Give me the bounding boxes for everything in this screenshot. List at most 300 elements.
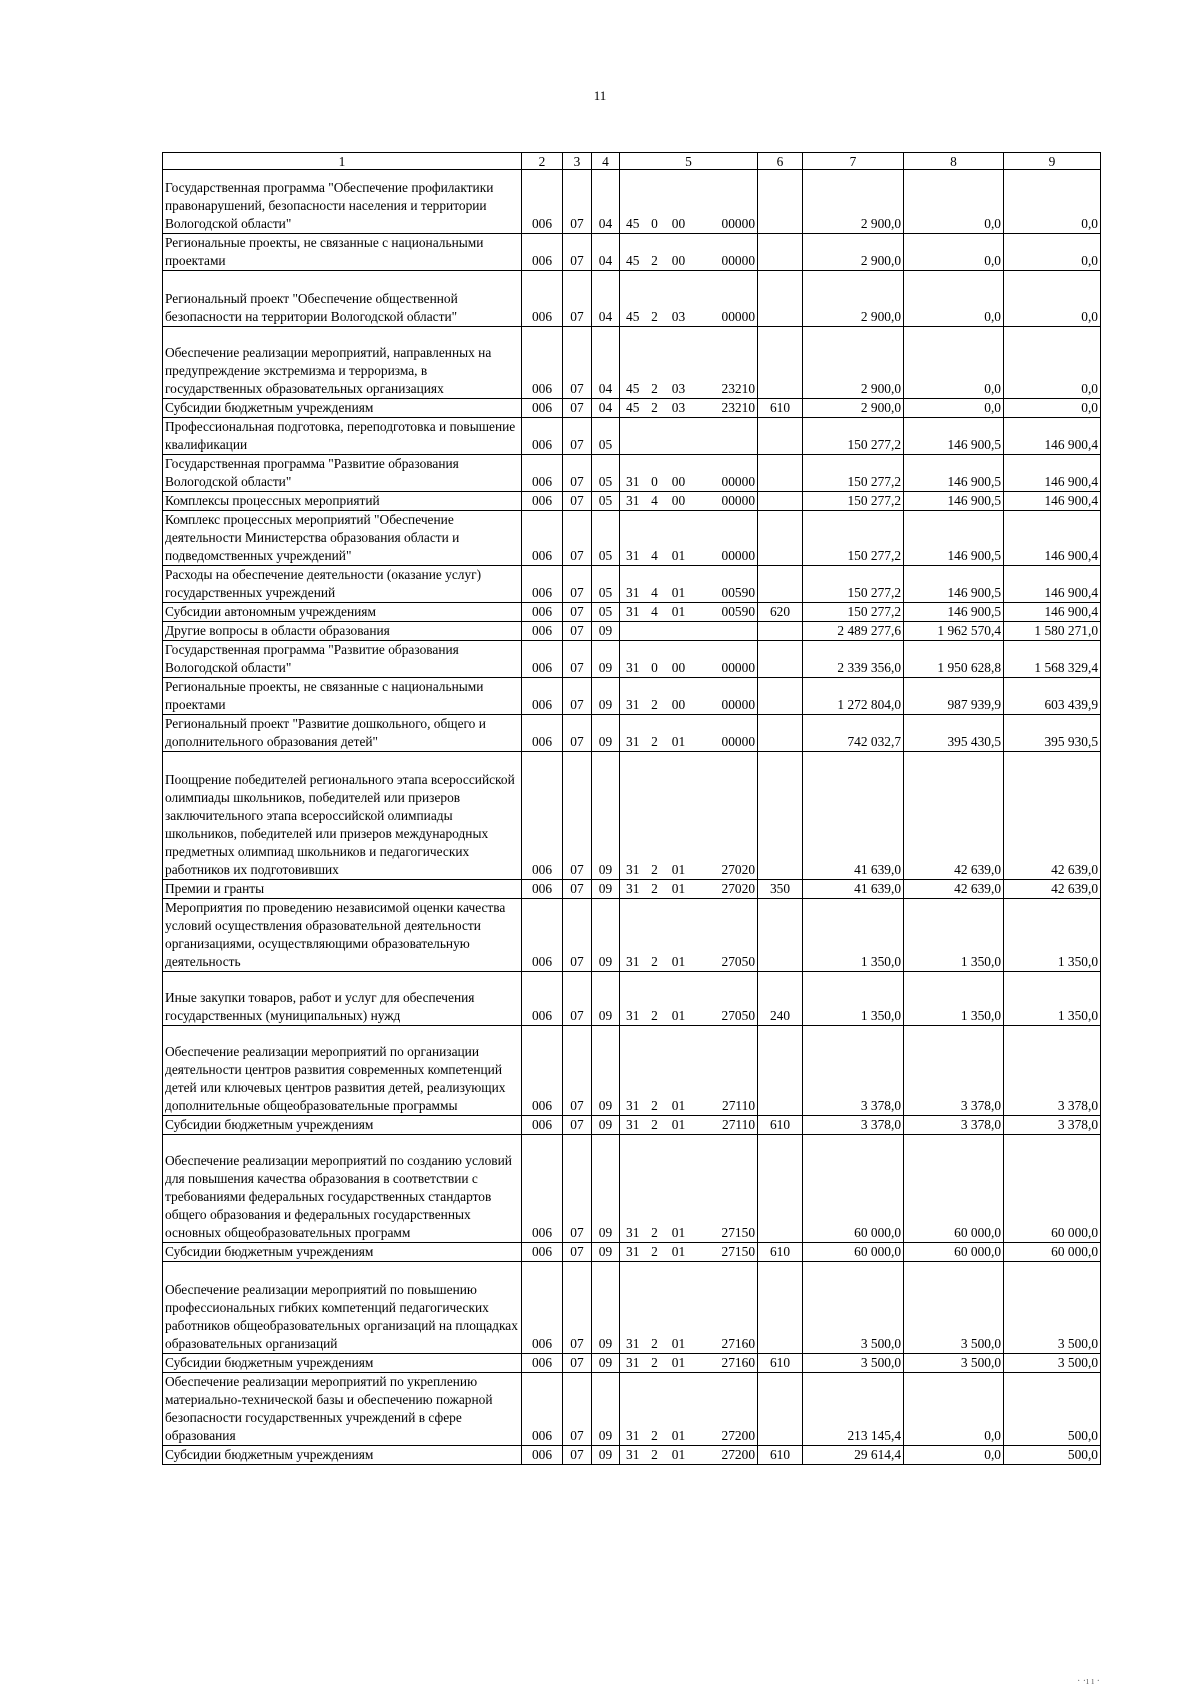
amount-year1-cell: 3 378,0: [803, 1026, 904, 1116]
target-article-program-cell: 45: [620, 234, 646, 271]
ministry-code-cell: 006: [522, 1135, 563, 1243]
amount-year1-cell: 3 500,0: [803, 1354, 904, 1373]
subsection-code-cell: 09: [592, 1354, 620, 1373]
header-cell: 5: [620, 153, 758, 170]
target-article-direction-cell: 27110: [694, 1116, 758, 1135]
amount-year1-cell: 2 900,0: [803, 399, 904, 418]
subsection-code-cell: 09: [592, 1446, 620, 1465]
amount-year1-cell: 150 277,2: [803, 511, 904, 566]
target-article-subprogram-cell: 01: [664, 715, 694, 752]
subsection-code-cell: 05: [592, 566, 620, 603]
table-row: [163, 1446, 1101, 1465]
expense-type-cell: [758, 455, 803, 492]
amount-year1-cell: 150 277,2: [803, 418, 904, 455]
amount-year2-cell: 0,0: [904, 1373, 1004, 1446]
target-article-type-cell: 0: [646, 455, 664, 492]
target-article-subprogram-cell: 01: [664, 566, 694, 603]
amount-year1-cell: 2 900,0: [803, 327, 904, 399]
ministry-code-cell: 006: [522, 455, 563, 492]
ministry-code-cell: 006: [522, 271, 563, 327]
ministry-code-cell: 006: [522, 752, 563, 880]
amount-year3-cell: 3 378,0: [1004, 1116, 1101, 1135]
table-row: [163, 752, 1101, 880]
amount-year2-cell: 3 500,0: [904, 1354, 1004, 1373]
target-article-direction-cell: [694, 622, 758, 641]
target-article-program-cell: 31: [620, 511, 646, 566]
header-cell: 8: [904, 153, 1004, 170]
amount-year1-cell: 2 489 277,6: [803, 622, 904, 641]
expense-type-cell: [758, 234, 803, 271]
amount-year2-cell: 60 000,0: [904, 1135, 1004, 1243]
amount-year2-cell: 0,0: [904, 271, 1004, 327]
amount-year3-cell: 1 580 271,0: [1004, 622, 1101, 641]
row-name-cell: Премии и гранты: [163, 880, 522, 899]
row-name-cell: Субсидии бюджетным учреждениям: [163, 1243, 522, 1262]
ministry-code-cell: 006: [522, 170, 563, 234]
table-header-row: [163, 153, 1101, 170]
table-row: [163, 622, 1101, 641]
amount-year3-cell: 0,0: [1004, 170, 1101, 234]
amount-year3-cell: 0,0: [1004, 399, 1101, 418]
table-row: [163, 566, 1101, 603]
section-code-cell: 07: [563, 511, 592, 566]
header-cell: 2: [522, 153, 563, 170]
expense-type-cell: [758, 271, 803, 327]
ministry-code-cell: 006: [522, 880, 563, 899]
amount-year2-cell: 0,0: [904, 327, 1004, 399]
target-article-type-cell: 2: [646, 972, 664, 1026]
section-code-cell: 07: [563, 715, 592, 752]
row-name-cell: Обеспечение реализации мероприятий, направленных на предупреждение экстремизма и терроризма, в государственных образовательных организациях: [163, 327, 522, 399]
table-row: [163, 234, 1101, 271]
target-article-subprogram-cell: 01: [664, 1116, 694, 1135]
amount-year1-cell: 29 614,4: [803, 1446, 904, 1465]
target-article-program-cell: [620, 418, 646, 455]
target-article-subprogram-cell: 01: [664, 899, 694, 972]
section-code-cell: 07: [563, 972, 592, 1026]
table-row: [163, 418, 1101, 455]
amount-year1-cell: 1 350,0: [803, 899, 904, 972]
table-row: [163, 899, 1101, 972]
subsection-code-cell: 05: [592, 418, 620, 455]
expense-type-cell: [758, 492, 803, 511]
table-row: [163, 327, 1101, 399]
amount-year1-cell: 2 900,0: [803, 234, 904, 271]
target-article-direction-cell: 00000: [694, 511, 758, 566]
target-article-program-cell: [620, 622, 646, 641]
amount-year3-cell: 0,0: [1004, 271, 1101, 327]
row-name-cell: Поощрение победителей регионального этапа всероссийской олимпиады школьников, победителей или призеров заключительного этапа всероссийской олимпиады школьников, победителей или призеров международных предметных олимпиад школьников и педагогических работников их подготовивших: [163, 752, 522, 880]
section-code-cell: 07: [563, 566, 592, 603]
target-article-type-cell: 2: [646, 1026, 664, 1116]
section-code-cell: 07: [563, 603, 592, 622]
target-article-type-cell: 0: [646, 170, 664, 234]
amount-year2-cell: 987 939,9: [904, 678, 1004, 715]
expense-type-cell: 240: [758, 972, 803, 1026]
ministry-code-cell: 006: [522, 418, 563, 455]
target-article-direction-cell: 00000: [694, 641, 758, 678]
amount-year2-cell: 3 378,0: [904, 1026, 1004, 1116]
subsection-code-cell: 09: [592, 678, 620, 715]
target-article-program-cell: 31: [620, 455, 646, 492]
amount-year3-cell: 0,0: [1004, 327, 1101, 399]
target-article-program-cell: 45: [620, 327, 646, 399]
subsection-code-cell: 04: [592, 234, 620, 271]
row-name-cell: Региональные проекты, не связанные с национальными проектами: [163, 678, 522, 715]
target-article-program-cell: 31: [620, 1373, 646, 1446]
expense-type-cell: [758, 170, 803, 234]
amount-year2-cell: 146 900,5: [904, 418, 1004, 455]
target-article-program-cell: 31: [620, 752, 646, 880]
subsection-code-cell: 04: [592, 170, 620, 234]
row-name-cell: Государственная программа "Развитие образования Вологодской области": [163, 455, 522, 492]
row-name-cell: Обеспечение реализации мероприятий по повышению профессиональных гибких компетенций педагогических работников общеобразовательных организаций на площадках образовательных организаций: [163, 1262, 522, 1354]
target-article-direction-cell: 27200: [694, 1373, 758, 1446]
ministry-code-cell: 006: [522, 641, 563, 678]
expense-type-cell: [758, 418, 803, 455]
expense-type-cell: 610: [758, 399, 803, 418]
target-article-subprogram-cell: [664, 622, 694, 641]
amount-year2-cell: 0,0: [904, 399, 1004, 418]
amount-year3-cell: 500,0: [1004, 1373, 1101, 1446]
target-article-subprogram-cell: 01: [664, 752, 694, 880]
amount-year1-cell: 3 378,0: [803, 1116, 904, 1135]
amount-year3-cell: 3 500,0: [1004, 1262, 1101, 1354]
target-article-type-cell: 2: [646, 1243, 664, 1262]
target-article-direction-cell: 27020: [694, 880, 758, 899]
target-article-type-cell: 2: [646, 327, 664, 399]
header-cell: 6: [758, 153, 803, 170]
target-article-direction-cell: 27020: [694, 752, 758, 880]
target-article-direction-cell: 00000: [694, 170, 758, 234]
ministry-code-cell: 006: [522, 566, 563, 603]
row-name-cell: Комплексы процессных мероприятий: [163, 492, 522, 511]
row-name-cell: Региональный проект "Обеспечение общественной безопасности на территории Вологодской области": [163, 271, 522, 327]
scan-artifact: · ·ı ı ·: [1076, 1676, 1100, 1687]
ministry-code-cell: 006: [522, 622, 563, 641]
expense-type-cell: [758, 622, 803, 641]
subsection-code-cell: 09: [592, 1135, 620, 1243]
target-article-subprogram-cell: 01: [664, 511, 694, 566]
target-article-subprogram-cell: 03: [664, 327, 694, 399]
target-article-type-cell: 2: [646, 1135, 664, 1243]
table-row: [163, 641, 1101, 678]
amount-year1-cell: 2 900,0: [803, 271, 904, 327]
amount-year2-cell: 3 500,0: [904, 1262, 1004, 1354]
section-code-cell: 07: [563, 1354, 592, 1373]
amount-year2-cell: 42 639,0: [904, 880, 1004, 899]
target-article-program-cell: 31: [620, 899, 646, 972]
target-article-type-cell: 4: [646, 511, 664, 566]
table-row: [163, 170, 1101, 234]
page-number: 11: [593, 88, 607, 103]
target-article-subprogram-cell: 00: [664, 234, 694, 271]
amount-year3-cell: 146 900,4: [1004, 566, 1101, 603]
subsection-code-cell: 09: [592, 1243, 620, 1262]
target-article-program-cell: 31: [620, 566, 646, 603]
ministry-code-cell: 006: [522, 678, 563, 715]
target-article-program-cell: 31: [620, 1262, 646, 1354]
row-name-cell: Иные закупки товаров, работ и услуг для обеспечения государственных (муниципальных) нужд: [163, 972, 522, 1026]
table-row: [163, 1026, 1101, 1116]
amount-year2-cell: 42 639,0: [904, 752, 1004, 880]
amount-year3-cell: 1 350,0: [1004, 972, 1101, 1026]
target-article-program-cell: 31: [620, 492, 646, 511]
target-article-program-cell: 31: [620, 1116, 646, 1135]
target-article-program-cell: 31: [620, 1135, 646, 1243]
target-article-program-cell: 31: [620, 1446, 646, 1465]
expense-type-cell: [758, 1262, 803, 1354]
target-article-type-cell: 2: [646, 271, 664, 327]
amount-year1-cell: 150 277,2: [803, 492, 904, 511]
amount-year3-cell: 3 500,0: [1004, 1354, 1101, 1373]
subsection-code-cell: 09: [592, 1262, 620, 1354]
amount-year1-cell: 41 639,0: [803, 880, 904, 899]
table-row: [163, 603, 1101, 622]
table-row: [163, 455, 1101, 492]
target-article-direction-cell: 27160: [694, 1262, 758, 1354]
amount-year1-cell: 2 900,0: [803, 170, 904, 234]
expense-type-cell: [758, 511, 803, 566]
expense-type-cell: 610: [758, 1116, 803, 1135]
amount-year3-cell: 60 000,0: [1004, 1243, 1101, 1262]
expense-type-cell: [758, 566, 803, 603]
amount-year2-cell: 1 350,0: [904, 899, 1004, 972]
amount-year1-cell: 60 000,0: [803, 1243, 904, 1262]
header-cell: 4: [592, 153, 620, 170]
target-article-program-cell: 45: [620, 271, 646, 327]
target-article-subprogram-cell: 01: [664, 880, 694, 899]
section-code-cell: 07: [563, 170, 592, 234]
expense-type-cell: [758, 641, 803, 678]
amount-year1-cell: 60 000,0: [803, 1135, 904, 1243]
row-name-cell: Субсидии бюджетным учреждениям: [163, 1116, 522, 1135]
amount-year1-cell: 3 500,0: [803, 1262, 904, 1354]
amount-year2-cell: 60 000,0: [904, 1243, 1004, 1262]
expense-type-cell: [758, 1373, 803, 1446]
expense-type-cell: [758, 1135, 803, 1243]
subsection-code-cell: 09: [592, 752, 620, 880]
target-article-type-cell: 2: [646, 899, 664, 972]
ministry-code-cell: 006: [522, 715, 563, 752]
section-code-cell: 07: [563, 1026, 592, 1116]
target-article-program-cell: 45: [620, 170, 646, 234]
amount-year2-cell: 146 900,5: [904, 492, 1004, 511]
target-article-type-cell: 0: [646, 641, 664, 678]
row-name-cell: Комплекс процессных мероприятий "Обеспечение деятельности Министерства образования области и подведомственных учреждений": [163, 511, 522, 566]
amount-year3-cell: 146 900,4: [1004, 492, 1101, 511]
subsection-code-cell: 04: [592, 399, 620, 418]
target-article-subprogram-cell: 03: [664, 271, 694, 327]
table-row: [163, 1243, 1101, 1262]
budget-table: [162, 152, 1101, 1465]
target-article-type-cell: 2: [646, 752, 664, 880]
target-article-direction-cell: 27200: [694, 1446, 758, 1465]
ministry-code-cell: 006: [522, 1354, 563, 1373]
target-article-direction-cell: 27160: [694, 1354, 758, 1373]
amount-year2-cell: 1 350,0: [904, 972, 1004, 1026]
ministry-code-cell: 006: [522, 1262, 563, 1354]
expense-type-cell: 610: [758, 1354, 803, 1373]
target-article-direction-cell: 00000: [694, 234, 758, 271]
target-article-subprogram-cell: 00: [664, 455, 694, 492]
amount-year3-cell: 3 378,0: [1004, 1026, 1101, 1116]
section-code-cell: 07: [563, 899, 592, 972]
ministry-code-cell: 006: [522, 972, 563, 1026]
amount-year2-cell: 0,0: [904, 1446, 1004, 1465]
header-cell: 1: [163, 153, 522, 170]
amount-year3-cell: 42 639,0: [1004, 880, 1101, 899]
ministry-code-cell: 006: [522, 234, 563, 271]
row-name-cell: Обеспечение реализации мероприятий по созданию условий для повышения качества образования в соответствии с требованиями федеральных государственных стандартов общего образования и федеральных государственных основных общеобразовательных программ: [163, 1135, 522, 1243]
expense-type-cell: [758, 752, 803, 880]
target-article-direction-cell: 00590: [694, 566, 758, 603]
ministry-code-cell: 006: [522, 603, 563, 622]
amount-year3-cell: 146 900,4: [1004, 455, 1101, 492]
table-row: [163, 880, 1101, 899]
target-article-type-cell: 2: [646, 1446, 664, 1465]
amount-year2-cell: 1 962 570,4: [904, 622, 1004, 641]
section-code-cell: 07: [563, 678, 592, 715]
target-article-type-cell: 2: [646, 1262, 664, 1354]
expense-type-cell: [758, 678, 803, 715]
table-row: [163, 511, 1101, 566]
table-row: [163, 972, 1101, 1026]
target-article-type-cell: 4: [646, 603, 664, 622]
target-article-subprogram-cell: 00: [664, 170, 694, 234]
ministry-code-cell: 006: [522, 1446, 563, 1465]
row-name-cell: Региональный проект "Развитие дошкольного, общего и дополнительного образования детей": [163, 715, 522, 752]
subsection-code-cell: 05: [592, 511, 620, 566]
ministry-code-cell: 006: [522, 327, 563, 399]
target-article-type-cell: 2: [646, 399, 664, 418]
target-article-subprogram-cell: 00: [664, 641, 694, 678]
target-article-direction-cell: 00590: [694, 603, 758, 622]
target-article-direction-cell: 27150: [694, 1135, 758, 1243]
amount-year1-cell: 150 277,2: [803, 566, 904, 603]
row-name-cell: Мероприятия по проведению независимой оценки качества условий осуществления образовательной деятельности организациями, осуществляющими образовательную деятельность: [163, 899, 522, 972]
target-article-program-cell: 31: [620, 715, 646, 752]
target-article-type-cell: 2: [646, 678, 664, 715]
target-article-subprogram-cell: 01: [664, 1026, 694, 1116]
target-article-type-cell: 2: [646, 1116, 664, 1135]
target-article-program-cell: 31: [620, 880, 646, 899]
section-code-cell: 07: [563, 1373, 592, 1446]
section-code-cell: 07: [563, 880, 592, 899]
subsection-code-cell: 04: [592, 327, 620, 399]
amount-year1-cell: 1 350,0: [803, 972, 904, 1026]
target-article-type-cell: 2: [646, 234, 664, 271]
table-row: [163, 1354, 1101, 1373]
table-row: [163, 678, 1101, 715]
amount-year3-cell: 146 900,4: [1004, 418, 1101, 455]
section-code-cell: 07: [563, 455, 592, 492]
header-cell: 3: [563, 153, 592, 170]
row-name-cell: Государственная программа "Обеспечение профилактики правонарушений, безопасности населения и территории Вологодской области": [163, 170, 522, 234]
ministry-code-cell: 006: [522, 1026, 563, 1116]
ministry-code-cell: 006: [522, 1116, 563, 1135]
row-name-cell: Обеспечение реализации мероприятий по укреплению материально-технической базы и обеспечению пожарной безопасности государственных учреждений в сфере образования: [163, 1373, 522, 1446]
target-article-type-cell: 4: [646, 566, 664, 603]
target-article-direction-cell: [694, 418, 758, 455]
ministry-code-cell: 006: [522, 492, 563, 511]
target-article-direction-cell: 23210: [694, 399, 758, 418]
section-code-cell: 07: [563, 1243, 592, 1262]
expense-type-cell: 610: [758, 1243, 803, 1262]
amount-year1-cell: 742 032,7: [803, 715, 904, 752]
header-cell: 9: [1004, 153, 1101, 170]
section-code-cell: 07: [563, 1446, 592, 1465]
expense-type-cell: 350: [758, 880, 803, 899]
target-article-type-cell: 2: [646, 1373, 664, 1446]
row-name-cell: Субсидии бюджетным учреждениям: [163, 1446, 522, 1465]
table-row: [163, 492, 1101, 511]
target-article-subprogram-cell: 00: [664, 492, 694, 511]
target-article-direction-cell: 23210: [694, 327, 758, 399]
target-article-program-cell: 31: [620, 1354, 646, 1373]
section-code-cell: 07: [563, 1116, 592, 1135]
subsection-code-cell: 09: [592, 972, 620, 1026]
target-article-program-cell: 31: [620, 1026, 646, 1116]
target-article-program-cell: 31: [620, 603, 646, 622]
target-article-subprogram-cell: 01: [664, 603, 694, 622]
amount-year1-cell: 150 277,2: [803, 603, 904, 622]
amount-year3-cell: 395 930,5: [1004, 715, 1101, 752]
target-article-program-cell: 45: [620, 399, 646, 418]
amount-year2-cell: 3 378,0: [904, 1116, 1004, 1135]
amount-year1-cell: 2 339 356,0: [803, 641, 904, 678]
target-article-subprogram-cell: 01: [664, 972, 694, 1026]
section-code-cell: 07: [563, 1262, 592, 1354]
amount-year1-cell: 41 639,0: [803, 752, 904, 880]
expense-type-cell: [758, 327, 803, 399]
row-name-cell: Региональные проекты, не связанные с национальными проектами: [163, 234, 522, 271]
row-name-cell: Профессиональная подготовка, переподготовка и повышение квалификации: [163, 418, 522, 455]
subsection-code-cell: 09: [592, 1373, 620, 1446]
table-row: [163, 715, 1101, 752]
section-code-cell: 07: [563, 234, 592, 271]
amount-year3-cell: 1 568 329,4: [1004, 641, 1101, 678]
header-cell: 7: [803, 153, 904, 170]
table-row: [163, 1262, 1101, 1354]
expense-type-cell: [758, 1026, 803, 1116]
amount-year3-cell: 60 000,0: [1004, 1135, 1101, 1243]
target-article-direction-cell: 00000: [694, 678, 758, 715]
subsection-code-cell: 09: [592, 1026, 620, 1116]
target-article-direction-cell: 27150: [694, 1243, 758, 1262]
subsection-code-cell: 09: [592, 1116, 620, 1135]
subsection-code-cell: 09: [592, 715, 620, 752]
target-article-program-cell: 31: [620, 972, 646, 1026]
section-code-cell: 07: [563, 641, 592, 678]
expense-type-cell: [758, 899, 803, 972]
row-name-cell: Расходы на обеспечение деятельности (оказание услуг) государственных учреждений: [163, 566, 522, 603]
ministry-code-cell: 006: [522, 399, 563, 418]
amount-year3-cell: 603 439,9: [1004, 678, 1101, 715]
amount-year1-cell: 1 272 804,0: [803, 678, 904, 715]
target-article-program-cell: 31: [620, 678, 646, 715]
target-article-subprogram-cell: 03: [664, 399, 694, 418]
section-code-cell: 07: [563, 752, 592, 880]
target-article-direction-cell: 00000: [694, 271, 758, 327]
amount-year3-cell: 146 900,4: [1004, 511, 1101, 566]
expense-type-cell: [758, 715, 803, 752]
amount-year3-cell: 500,0: [1004, 1446, 1101, 1465]
amount-year3-cell: 146 900,4: [1004, 603, 1101, 622]
subsection-code-cell: 05: [592, 603, 620, 622]
expense-type-cell: 610: [758, 1446, 803, 1465]
amount-year2-cell: 146 900,5: [904, 566, 1004, 603]
